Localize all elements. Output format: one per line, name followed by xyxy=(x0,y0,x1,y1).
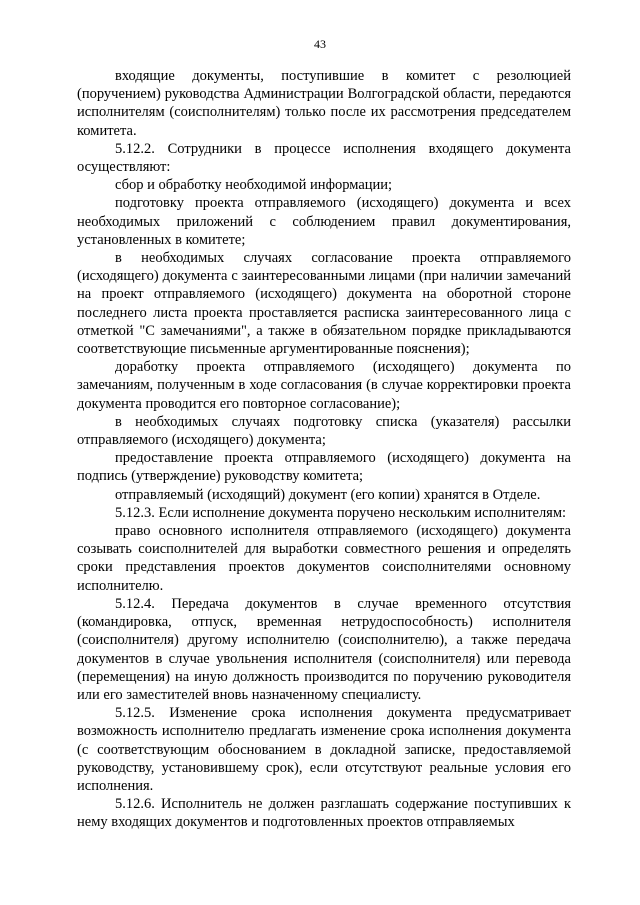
paragraph-incoming-docs-transfer: входящие документы, поступившие в комитет с резолюцией (поручением) руководства Администрации Волгоградской области, передаются исполнителям (соисполнителям) только после их рассмотрения председателем комитета. xyxy=(77,68,571,139)
paragraph-draft-approval: в необходимых случаях согласование проекта отправляемого (исходящего) документа с заинтересованными лицами (при наличии замечаний на проект отправляемого (исходящего) документа на оборотной стороне последнего листа проекта проставляется расписка заинтересованного лица с отметкой "С замечаниями", а также в обязательном порядке прикладываются соответствующие письменные аргументированные пояснения); xyxy=(77,250,571,358)
paragraph-5-12-5: 5.12.5. Изменение срока исполнения документа предусматривает возможность исполнителю предлагать изменение срока исполнения документа (с соответствующим обоснованием в докладной записке, предоставляемой руководству, установившему срок), если отсутствуют реальные условия его исполнения. xyxy=(77,705,571,794)
paragraph-main-executor-rights: право основного исполнителя отправляемого (исходящего) документа созывать соисполнителей для выработки совместного решения и определять сроки представления проектов документов соисполнителями основному исполнителю. xyxy=(77,523,571,594)
paragraph-5-12-4: 5.12.4. Передача документов в случае временного отсутствия (командировка, отпуск, временная нетрудоспособность) исполнителя (соисполнителя) другому исполнителю (соисполнителю), а также передача документов в случае увольнения исполнителя (соисполнителя) или перевода (перемещения) на иную должность производится по поручению руководителя или его заместителей вновь назначенному специалисту. xyxy=(77,595,571,703)
paragraph-info-collection: сбор и обработку необходимой информации; xyxy=(115,177,393,194)
page-number: 43 xyxy=(314,37,326,51)
paragraph-document-storage: отправляемый (исходящий) документ (его копии) хранятся в Отделе. xyxy=(115,486,541,503)
document-body xyxy=(77,67,571,832)
paragraph-draft-revision: доработку проекта отправляемого (исходящего) документа по замечаниям, полученным в ходе согласования (в случае корректировки проекта документа проводится его повторное согласование); xyxy=(77,359,571,412)
paragraph-signature-submission: предоставление проекта отправляемого (исходящего) документа на подпись (утверждение) руководству комитета; xyxy=(77,450,571,485)
paragraph-draft-preparation: подготовку проекта отправляемого (исходящего) документа и всех необходимых приложений с соблюдением правил документирования, установленных в комитете; xyxy=(77,195,571,248)
paragraph-5-12-2: 5.12.2. Сотрудники в процессе исполнения входящего документа осуществляют: xyxy=(77,140,571,176)
paragraph-mailing-list: в необходимых случаях подготовку списка (указателя) рассылки отправляемого (исходящего) документа; xyxy=(77,413,571,449)
paragraph-5-12-6: 5.12.6. Исполнитель не должен разглашать содержание поступивших к нему входящих документов и подготовленных проектов отправляемых xyxy=(77,796,571,831)
paragraph-5-12-3: 5.12.3. Если исполнение документа поручено нескольким исполнителям: xyxy=(115,504,567,521)
